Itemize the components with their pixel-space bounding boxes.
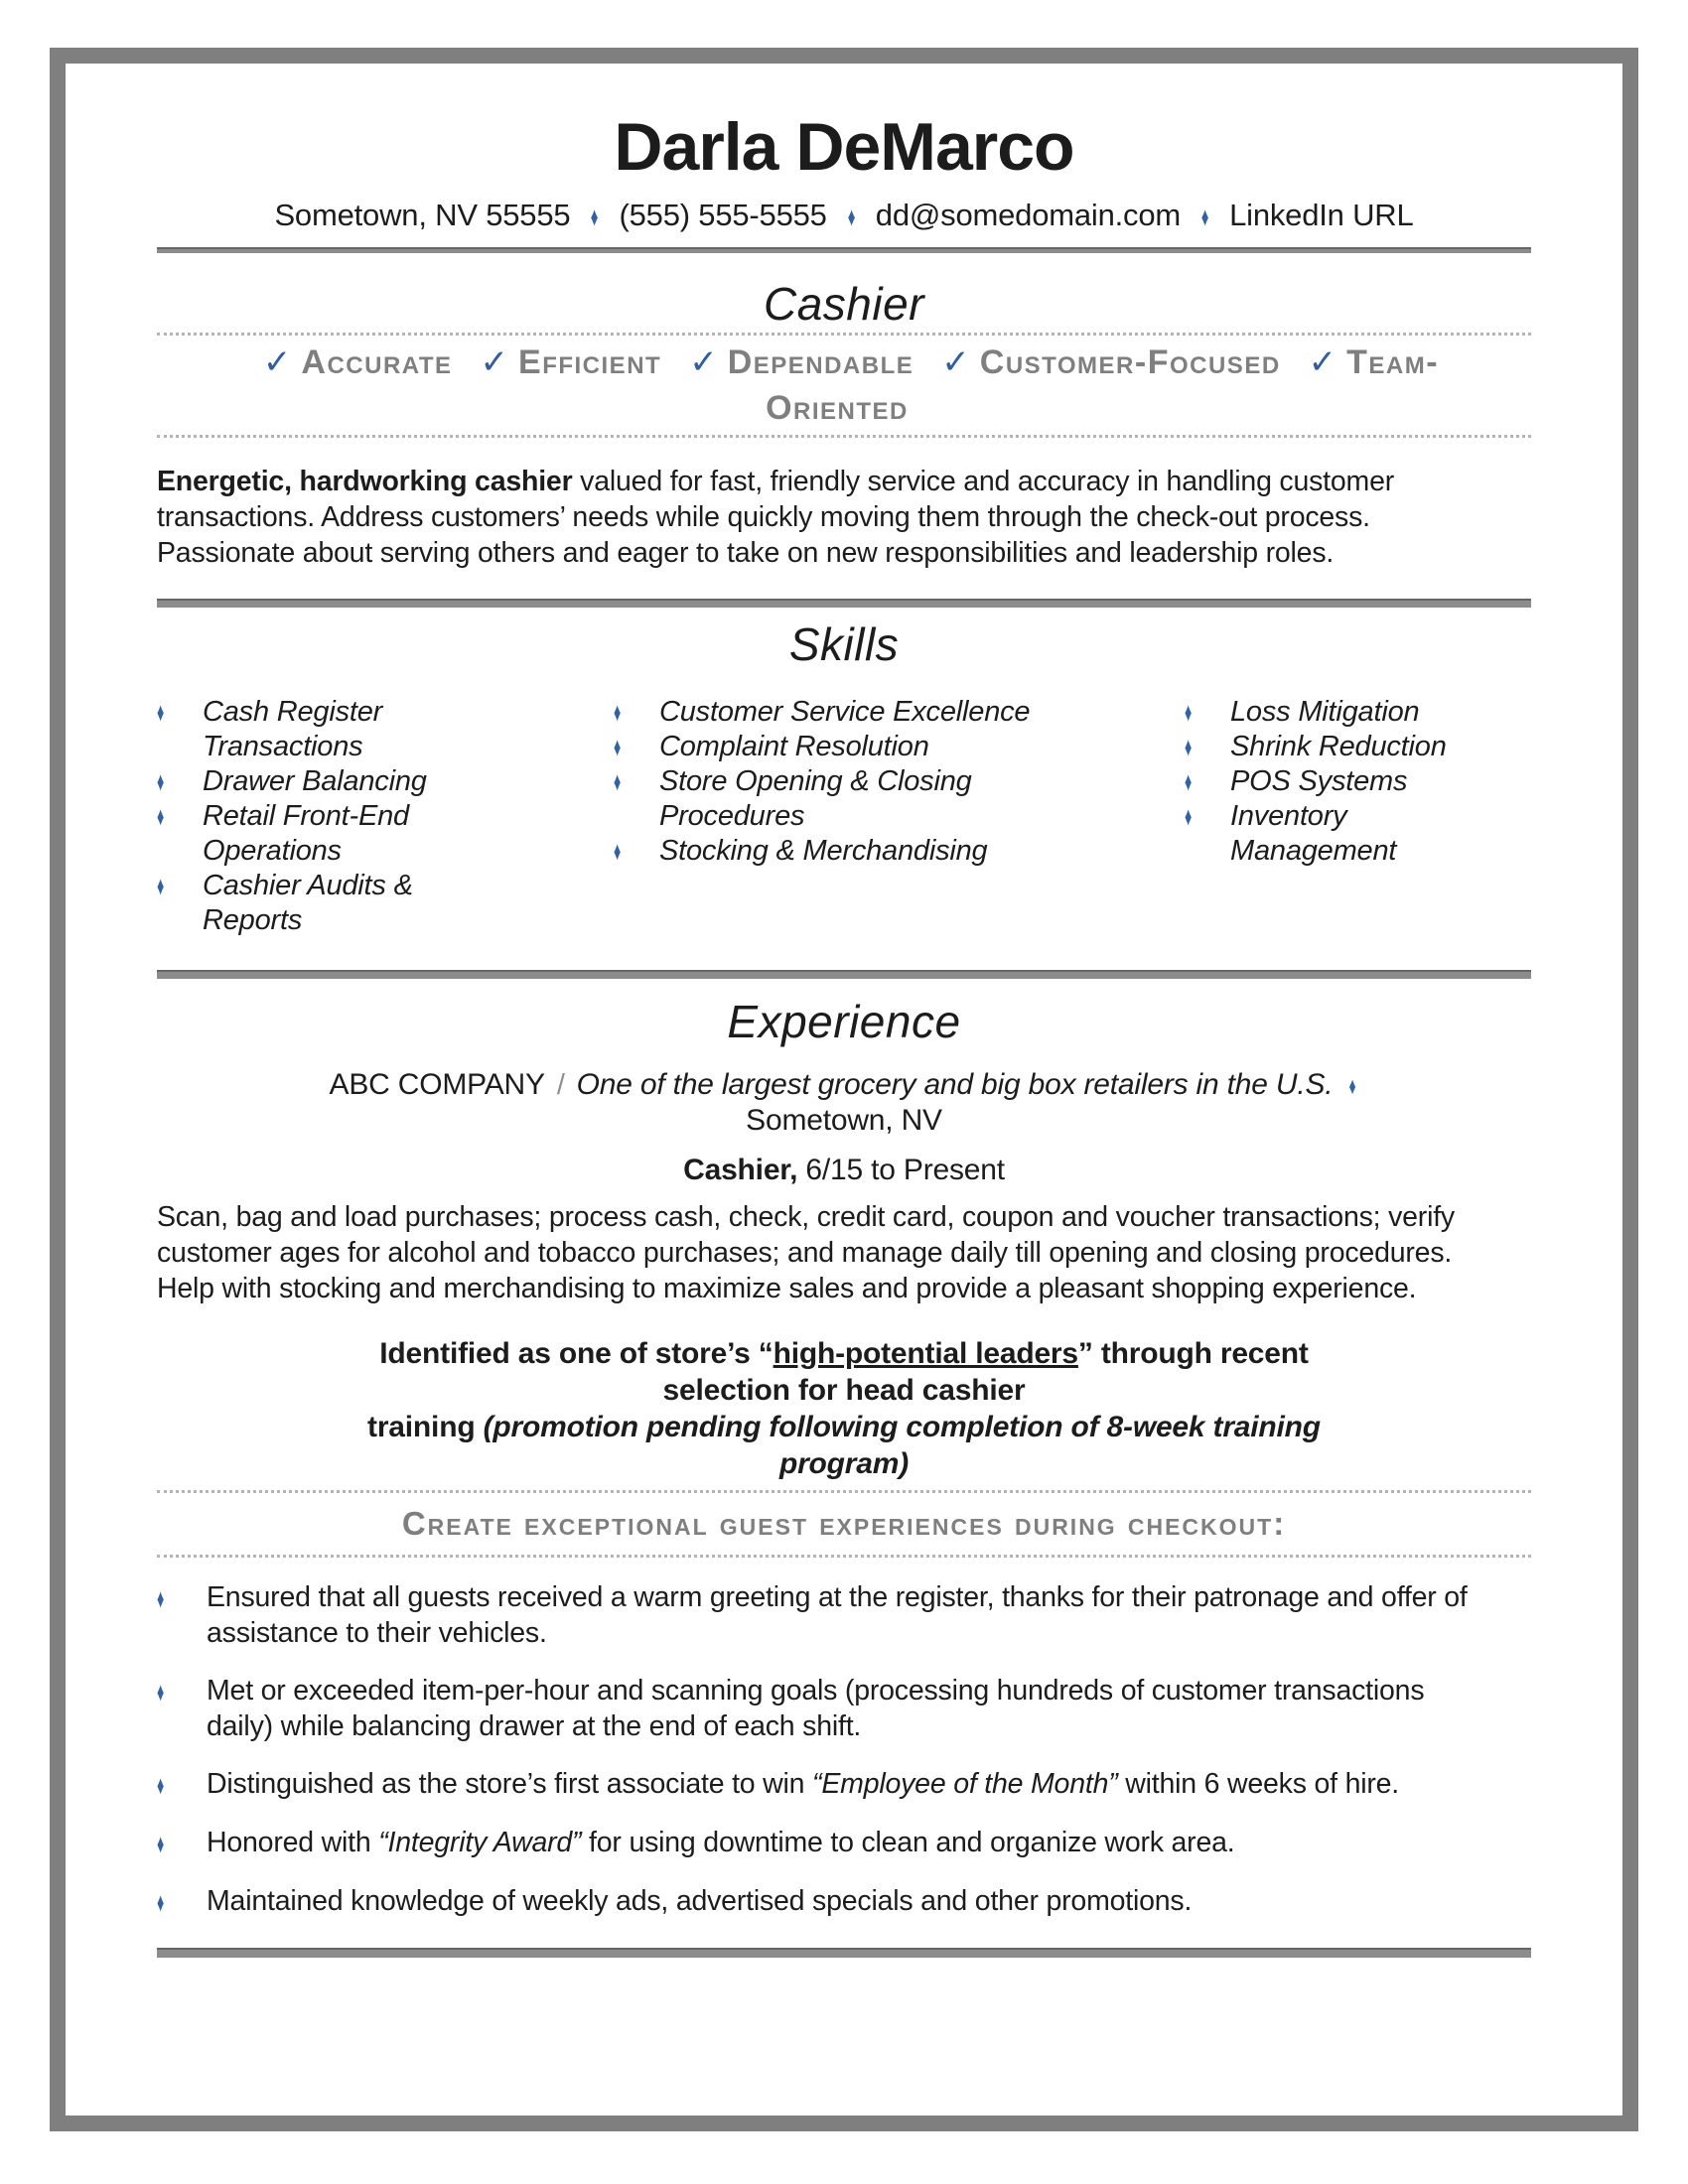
section-divider-rule (157, 599, 1531, 608)
diamond-bullet-icon: ♦ (157, 1676, 165, 1706)
trait-label: Accurate (301, 343, 453, 381)
callout-text: training (367, 1410, 484, 1443)
diamond-bullet-icon: ♦ (1185, 766, 1193, 796)
achievement-item (157, 1883, 1531, 1920)
company-separator: / (556, 1069, 565, 1101)
trait-label: Team-Oriented (766, 343, 1440, 427)
callout-line (157, 1335, 1531, 1372)
achievement-text: Distinguished as the store’s first associate to win “Employee of the Month” within 6 weeks of hire. (207, 1767, 1400, 1800)
check-icon: ✓ (1308, 343, 1337, 381)
traits-line (228, 340, 1460, 431)
diamond-bullet-icon: ♦ (1185, 732, 1193, 761)
dotted-divider (157, 1555, 1531, 1558)
skill-label: POS Systems (1230, 765, 1408, 797)
trait-customer-focused (941, 343, 1280, 381)
callout-underlined-text: high-potential leaders (773, 1336, 1078, 1370)
achievement-text: Honored with “Integrity Award” for using downtime to clean and organize work area. (207, 1826, 1235, 1858)
bottom-divider-rule (157, 1948, 1531, 1958)
diamond-bullet-icon: ♦ (157, 1769, 165, 1800)
diamond-bullet-icon: ♦ (157, 871, 165, 900)
trait-accurate (263, 343, 453, 381)
skill-item (614, 764, 1185, 834)
summary-lead: Energetic, hardworking cashier (157, 466, 573, 497)
section-heading-experience: Experience (727, 996, 961, 1047)
diamond-bullet-icon: ♦ (157, 1582, 165, 1613)
diamond-bullet-icon: ♦ (1185, 697, 1193, 727)
check-icon: ✓ (689, 343, 718, 381)
job-title: Cashier, (683, 1154, 798, 1186)
diamond-bullet-icon: ♦ (614, 697, 622, 727)
company-location: Sometown, NV (746, 1104, 942, 1137)
achievements-list (157, 1579, 1531, 1920)
skills-column-1 (157, 695, 614, 938)
diamond-bullet-icon: ♦ (614, 732, 622, 761)
callout-line: program) (778, 1446, 910, 1480)
diamond-separator-icon: ♦ (1200, 202, 1209, 231)
contact-phone: (555) 555-5555 (619, 198, 827, 232)
skill-label: Loss Mitigation (1230, 696, 1420, 728)
diamond-separator-icon: ♦ (591, 202, 599, 231)
achievement-item (157, 1825, 1531, 1861)
skill-item (157, 799, 614, 869)
trait-label: Efficient (518, 343, 662, 381)
skill-label: Retail Front-End Operations (203, 800, 409, 867)
dotted-divider (157, 333, 1531, 336)
contact-linkedin: LinkedIn URL (1229, 198, 1414, 232)
skill-item (1185, 764, 1531, 799)
diamond-bullet-icon: ♦ (1185, 801, 1193, 831)
callout-text: ” through recent (1077, 1336, 1309, 1370)
trait-label: Dependable (727, 343, 914, 381)
skills-column-3 (1185, 695, 1531, 938)
skill-label: Store Opening & Closing Procedures (659, 765, 972, 832)
company-line (157, 1068, 1531, 1138)
diamond-bullet-icon: ♦ (157, 1886, 165, 1917)
skill-label: Complaint Resolution (659, 731, 929, 762)
skill-item (157, 764, 614, 799)
diamond-separator-icon: ♦ (1348, 1073, 1356, 1100)
job-description: Scan, bag and load purchases; process cash, check, credit card, coupon and voucher transactions; verify customer ages for alcohol and tobacco purchases; and manage daily till opening and closing procedures. Help with stocking and merchandising to maximize sales and provide a pleasant shopping experience. (157, 1201, 1455, 1304)
diamond-bullet-icon: ♦ (157, 697, 165, 727)
header-divider-rule (157, 247, 1531, 253)
achievement-item (157, 1766, 1531, 1803)
check-icon: ✓ (941, 343, 970, 381)
summary-rest: valued for fast, friendly service and accuracy in handling customer transactions. Address customers’ needs while quickly moving them through the check-out process. Passionate about serving others and eager to take on new responsibilities and leadership roles. (157, 466, 1395, 569)
section-divider-rule (157, 970, 1531, 979)
achievement-text: Met or exceeded item-per-hour and scanning goals (processing hundreds of customer transactions daily) while balancing drawer at the end of each shift. (207, 1674, 1425, 1742)
diamond-bullet-icon: ♦ (157, 801, 165, 831)
callout-line: selection for head cashier (662, 1373, 1026, 1407)
section-heading-cashier: Cashier (763, 278, 924, 330)
resume-content (157, 60, 1531, 1958)
contact-location: Sometown, NV 55555 (274, 198, 571, 232)
trait-dependable (689, 343, 914, 381)
callout-italic-text: (promotion pending following completion of 8-week training (483, 1410, 1321, 1443)
job-dates: 6/15 to Present (805, 1154, 1005, 1186)
summary-paragraph (157, 464, 1458, 571)
company-name: ABC COMPANY (329, 1068, 545, 1101)
diamond-bullet-icon: ♦ (157, 766, 165, 796)
check-icon: ✓ (262, 343, 292, 381)
skill-label: Stocking & Merchandising (659, 835, 988, 867)
trait-label: Customer-Focused (979, 343, 1281, 381)
callout-text: Identified as one of store’s “ (379, 1336, 774, 1370)
skill-item (157, 695, 614, 764)
resume-name: Darla DeMarco (614, 109, 1074, 185)
dotted-divider (157, 1490, 1531, 1493)
skill-label: Cashier Audits & Reports (203, 870, 413, 936)
skill-label: Customer Service Excellence (659, 696, 1031, 728)
check-icon: ✓ (480, 343, 509, 381)
achievement-callout (157, 1335, 1531, 1482)
diamond-bullet-icon: ♦ (614, 836, 622, 866)
contact-line (157, 199, 1531, 233)
skill-item (1185, 730, 1531, 764)
achievement-item (157, 1673, 1531, 1744)
diamond-separator-icon: ♦ (847, 202, 856, 231)
skill-item (614, 730, 1185, 764)
callout-line (157, 1409, 1531, 1445)
skill-item (1185, 695, 1531, 730)
diamond-bullet-icon: ♦ (157, 1828, 165, 1858)
skill-label: Shrink Reduction (1230, 731, 1447, 762)
achievement-text: Ensured that all guests received a warm greeting at the register, thanks for their patronage and offer of assistance to their vehicles. (207, 1580, 1468, 1649)
skill-item (614, 695, 1185, 730)
skill-label: Drawer Balancing (203, 765, 427, 797)
skill-item (614, 834, 1185, 869)
job-title-line (157, 1154, 1531, 1187)
skill-item (1185, 799, 1531, 869)
skill-label: Cash Register Transactions (203, 696, 383, 762)
skills-grid (157, 695, 1531, 938)
skills-column-2 (614, 695, 1185, 938)
contact-email: dd@somedomain.com (875, 198, 1182, 232)
skill-label: Inventory Management (1230, 800, 1397, 867)
skill-item (157, 869, 614, 938)
experience-subheading: Create exceptional guest experiences during checkout: (401, 1504, 1287, 1542)
achievement-text: Maintained knowledge of weekly ads, advertised specials and other promotions. (207, 1884, 1193, 1917)
trait-efficient (481, 343, 662, 381)
achievement-item (157, 1579, 1531, 1651)
diamond-bullet-icon: ♦ (614, 766, 622, 796)
company-description: One of the largest grocery and big box retailers in the U.S. (576, 1068, 1334, 1101)
section-heading-skills: Skills (788, 618, 900, 670)
dotted-divider (157, 435, 1531, 438)
